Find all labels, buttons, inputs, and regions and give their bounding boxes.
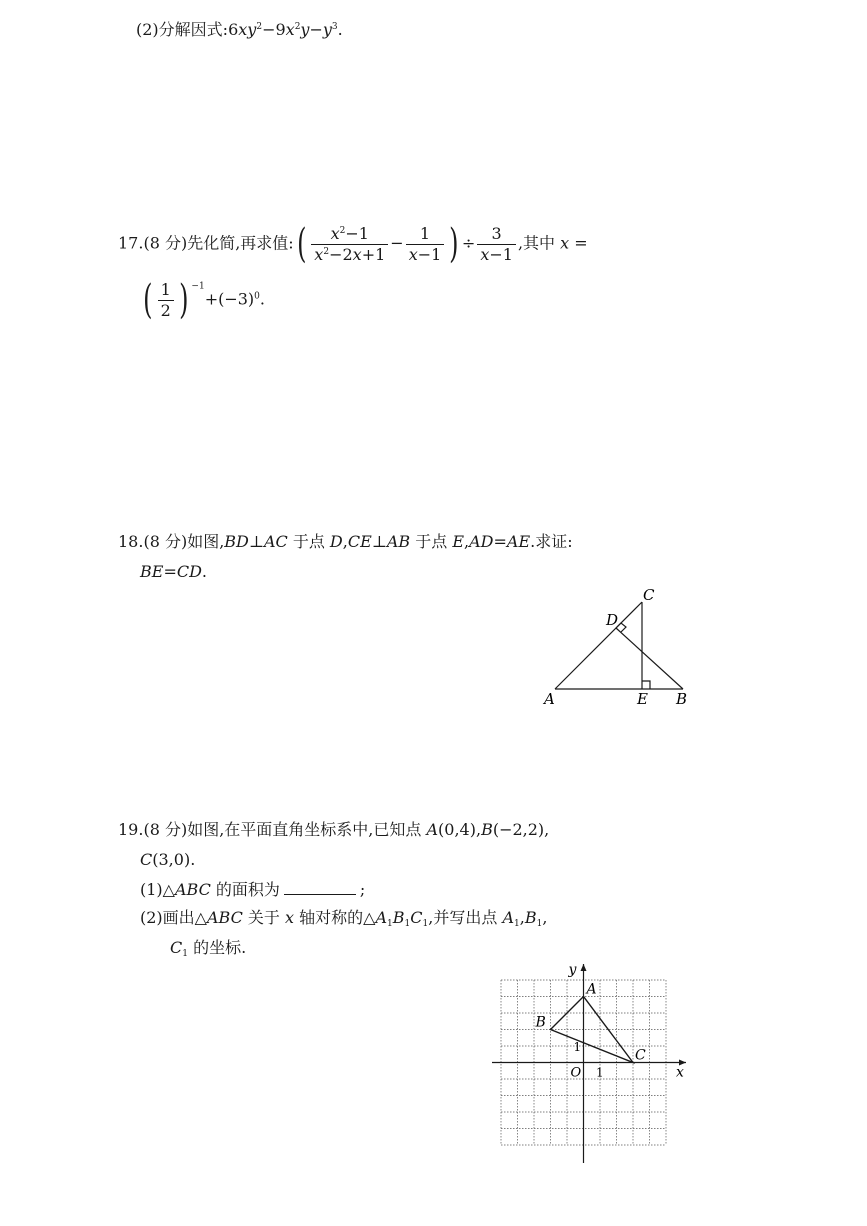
q19-line1: 19.(8 分)如图,在平面直角坐标系中,已知点 A(0,4),B(−2,2), bbox=[118, 820, 550, 839]
q18-line2: BE=CD. bbox=[140, 562, 208, 581]
label-b: B bbox=[676, 690, 688, 708]
answer-blank bbox=[284, 880, 356, 895]
origin-label: O bbox=[570, 1065, 582, 1081]
q18-triangle-figure bbox=[540, 585, 700, 710]
q19-part1: (1)△ABC 的面积为 ; bbox=[140, 880, 366, 899]
label-e: E bbox=[637, 690, 648, 708]
label-d: D bbox=[606, 611, 619, 629]
q19-coordinate-grid bbox=[488, 958, 693, 1168]
right-angle-e bbox=[642, 681, 650, 689]
label-c: C bbox=[643, 586, 655, 604]
point-a-label: A bbox=[586, 981, 597, 998]
q16-part2: (2)分解因式$:6xy^2-9x^2y-y^3$. bbox=[136, 20, 343, 39]
q19-part2-line1: (2)画出△ABC 关于 x 轴对称的$\triangle A_1B_1C_1$,并写出点 $A_1,B_1$, bbox=[140, 908, 548, 929]
point-c-label: C bbox=[635, 1047, 646, 1064]
segment-ac bbox=[555, 602, 642, 689]
left-paren: ( bbox=[296, 221, 307, 267]
q18-line1: 18.(8 分)如图,BD⊥AC 于点 D,CE⊥AB 于点 E,AD=AE.求证: bbox=[118, 532, 573, 551]
y-axis-arrow bbox=[581, 964, 587, 971]
fraction-2: $\frac{1}{x-1}$ bbox=[406, 226, 445, 263]
right-paren: ) bbox=[449, 221, 459, 267]
q17-line1: 17.(8 分)先化简,再求值:( $\frac{x^2-1}{x^2-2x+1}$ − $\frac{1}{x-1}$ ) ÷ $\frac{3}{x-1}$ ,其中 x = bbox=[118, 221, 588, 267]
fraction-3: $\frac{3}{x-1}$ bbox=[477, 226, 516, 263]
q19-part2-line2: $C_1$ 的坐标. bbox=[170, 938, 247, 959]
y-unit-label: 1 bbox=[573, 1040, 582, 1054]
q17-line2: ( $\frac{1}{2}$ ) $^{-1}+(-3)^0$. bbox=[143, 277, 265, 323]
point-b-label: B bbox=[535, 1014, 546, 1031]
x-unit-label: 1 bbox=[596, 1065, 604, 1080]
q19-line2: C(3,0). bbox=[140, 850, 196, 869]
fraction-1: $\frac{x^2-1}{x^2-2x+1}$ bbox=[311, 226, 388, 263]
segment-bd bbox=[616, 628, 683, 689]
fraction-half: $\frac{1}{2}$ bbox=[158, 282, 174, 319]
x-axis-label: x bbox=[676, 1064, 684, 1081]
label-a: A bbox=[544, 690, 555, 708]
y-axis-label: y bbox=[568, 962, 577, 978]
